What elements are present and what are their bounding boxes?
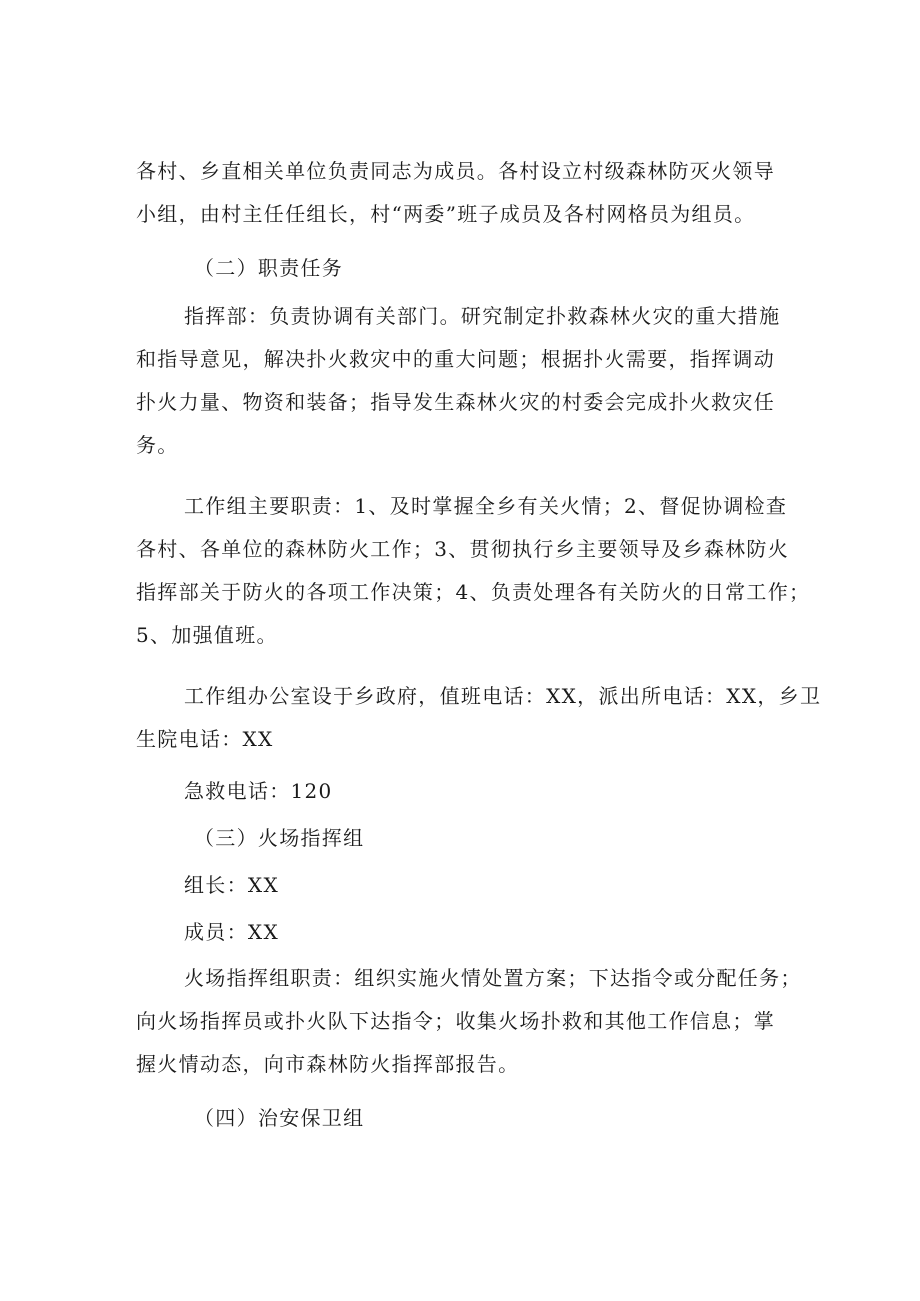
paragraph-headquarters (136, 295, 796, 467)
text-line: 各村、乡直相关单位负责同志为成员。各村设立村级森林防灭火领导 (136, 159, 775, 183)
text-line: 火场指挥组职责：组织实施火情处置方案；下达指令或分配任务； (184, 966, 802, 990)
paragraph-leader (136, 864, 796, 907)
section-heading-3 (136, 817, 854, 860)
text-line: 小组，由村主任任组长，村“两委”班子成员及各村网格员为组员。 (136, 202, 756, 226)
paragraph-members (136, 911, 796, 954)
text-line: 务。 (136, 433, 179, 457)
text-line: 扑火力量、物资和装备；指导发生森林火灾的村委会完成扑火救灾任 (136, 390, 775, 414)
text-line: 工作组办公室设于乡政府，值班电话：XX，派出所电话：XX，乡卫 (184, 684, 822, 708)
text-line: 向火场指挥员或扑火队下达指令；收集火场扑救和其他工作信息；掌 (136, 1009, 775, 1033)
text-line: 急救电话：120 (184, 779, 333, 803)
section-heading: （三）火场指挥组 (194, 826, 365, 850)
section-heading: （二）职责任务 (194, 256, 344, 280)
text-line: 成员：XX (184, 920, 279, 944)
paragraph-emergency-phone (136, 770, 796, 813)
text-line: 各村、各单位的森林防火工作；3、贯彻执行乡主要领导及乡森林防火 (136, 537, 790, 561)
text-line: 和指导意见，解决扑火救灾中的重大问题；根据扑火需要，指挥调动 (136, 347, 775, 371)
section-heading-2 (136, 247, 854, 290)
text-line: 生院电话：XX (136, 727, 274, 751)
paragraph-membership (136, 150, 796, 236)
section-heading: （四）治安保卫组 (194, 1106, 365, 1130)
text-line: 5、加强值班。 (136, 623, 278, 647)
text-line: 指挥部：负责协调有关部门。研究制定扑救森林火灾的重大措施 (184, 304, 781, 328)
section-heading-4 (136, 1097, 854, 1140)
text-line: 指挥部关于防火的各项工作决策；4、负责处理各有关防火的日常工作； (136, 580, 811, 604)
paragraph-working-group (136, 485, 811, 657)
paragraph-fire-command-duties (136, 957, 802, 1086)
text-line: 握火情动态，向市森林防火指挥部报告。 (136, 1052, 520, 1076)
paragraph-office-phones (136, 675, 822, 761)
text-line: 组长：XX (184, 873, 279, 897)
text-line: 工作组主要职责：1、及时掌握全乡有关火情；2、督促协调检查 (184, 494, 788, 518)
